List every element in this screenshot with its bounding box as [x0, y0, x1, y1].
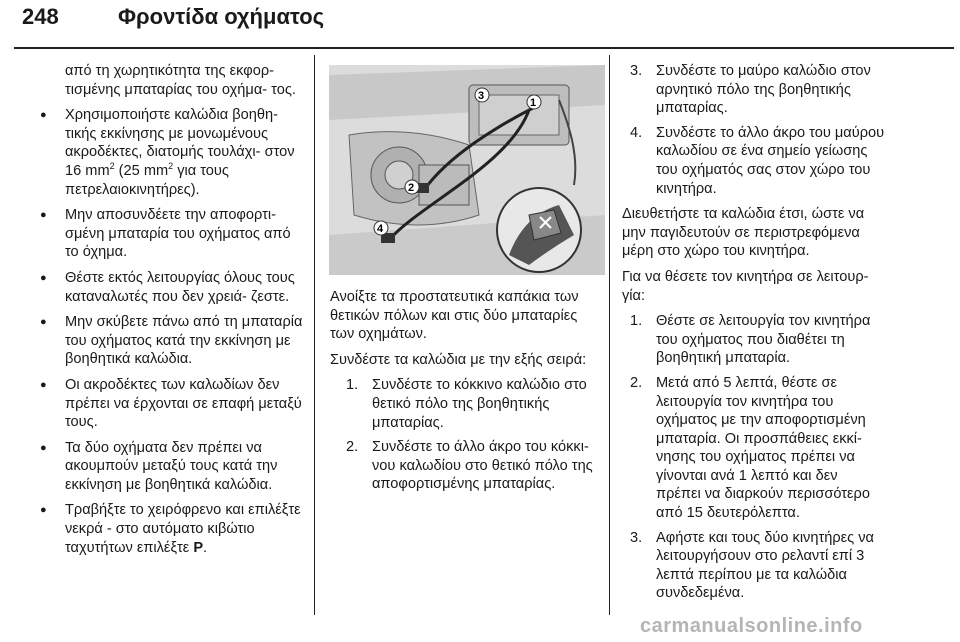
callout-label-4: 4	[377, 223, 384, 235]
column-divider-2	[609, 55, 610, 615]
order-intro-text: Συνδέστε τα καλώδια με την εξής σειρά:	[330, 351, 587, 368]
start-engine-intro: Για να θέσετε τον κινητήρα σε λειτουρ‐ γία:	[622, 268, 869, 304]
callout-label-2: 2	[408, 182, 415, 194]
column-middle	[330, 288, 605, 501]
list-item: 1. Θέστε σε λειτουργία τον κινητήρα του οχήματος που διαθέτει τη βοηθητική μπαταρία.	[630, 313, 871, 367]
callout-label-3: 3	[478, 90, 485, 102]
header-rule	[14, 47, 954, 49]
engine-bay-illustration	[329, 65, 605, 275]
watermark-text: carmanualsonline.info	[640, 615, 863, 637]
list-item: ● Χρησιμοποιήστε καλώδια βοηθη‐ τικής εκκίνησης με μονωμένους ακροδέκτες, διατομής τουλάχι‐ στον 16 $mm^2$ (25 $mm^2$ για τους πετρελαιοκινητήρες).	[38, 106, 308, 199]
list-item: ● Οι ακροδέκτες των καλωδίων δεν πρέπει να έρχονται σε επαφή μεταξύ τους.	[38, 376, 308, 432]
list-item: 4. Συνδέστε το άλλο άκρο του μαύρου καλωδίου σε ένα σημείο γείωσης του οχήματός σας στον χώρο του κινητήρα.	[630, 124, 885, 197]
list-item: ● Μην αποσυνδέετε την αποφορτι‐ σμένη μπαταρία του οχήματος από το όχημα.	[38, 206, 308, 262]
jump-start-diagram	[329, 65, 605, 275]
open-caps-text: Ανοίξτε τα προστατευτικά καπάκια των θετικών πόλων και στις δύο μπαταρίες των οχημάτων.	[330, 289, 579, 343]
column-right	[622, 62, 886, 610]
callout-label-1: 1	[530, 97, 537, 109]
connect-steps-list	[330, 376, 605, 494]
page-number: 248	[22, 4, 59, 29]
list-item: ● Τα δύο οχήματα δεν πρέπει να ακουμπούν μεταξύ τους κατά την εκκίνηση με βοηθητικά καλώδια.	[38, 439, 308, 495]
column-left	[38, 62, 308, 564]
continuation-text: από τη χωρητικότητα της εκφορ‐ τισμένης μπαταρίας του οχήμα‐ τος.	[65, 63, 296, 98]
list-item: 3. Αφήστε και τους δύο κινητήρες να λειτουργήσουν στο ρελαντί επί 3 λεπτά περίπου με τα καλώδια συνδεδεμένα.	[630, 529, 874, 602]
list-item: ● Τραβήξτε το χειρόφρενο και επιλέξτε νεκρά - στο αυτόματο κιβώτιο ταχυτήτων επιλέξτε P.	[38, 501, 308, 557]
list-item: 3. Συνδέστε το μαύρο καλώδιο στον αρνητικό πόλο της βοηθητικής μπαταρίας.	[630, 63, 871, 117]
list-item: 2. Μετά από 5 λεπτά, θέστε σε λειτουργία τον κινητήρα του οχήματος με την αποφορτισμένη μπαταρία. Οι προσπάθειες εκκί‐ νησης του οχήματος πρέπει να γίνονται ανά 1 λεπτό και δεν πρέπει να διαρκούν περισσότερο από 15 δευτερόλεπτα.	[630, 374, 870, 522]
connect-steps-continued	[622, 62, 886, 198]
start-steps-list	[622, 312, 886, 603]
list-item: ● Θέστε εκτός λειτουργίας όλους τους καταναλωτές που δεν χρειά‐ ζεστε.	[38, 269, 308, 306]
route-cables-text: Διευθετήστε τα καλώδια έτσι, ώστε να μην παγιδευτούν σε περιστρεφόμενα μέρη στο χώρο του κινητήρα.	[622, 206, 865, 260]
list-item: 1. Συνδέστε το κόκκινο καλώδιο στο θετικό πόλο της βοηθητικής μπαταρίας.	[346, 377, 587, 431]
page-title: Φροντίδα οχήματος	[118, 4, 325, 29]
column-divider-1	[314, 55, 315, 615]
precaution-list	[38, 106, 308, 557]
list-item: ● Μην σκύβετε πάνω από τη μπαταρία του οχήματος κατά την εκκίνηση με βοηθητικά καλώδια.	[38, 313, 308, 369]
list-item: 2. Συνδέστε το άλλο άκρο του κόκκι‐ νου καλωδίου στο θετικό πόλο της αποφορτισμένης μπαταρίας.	[346, 439, 593, 493]
